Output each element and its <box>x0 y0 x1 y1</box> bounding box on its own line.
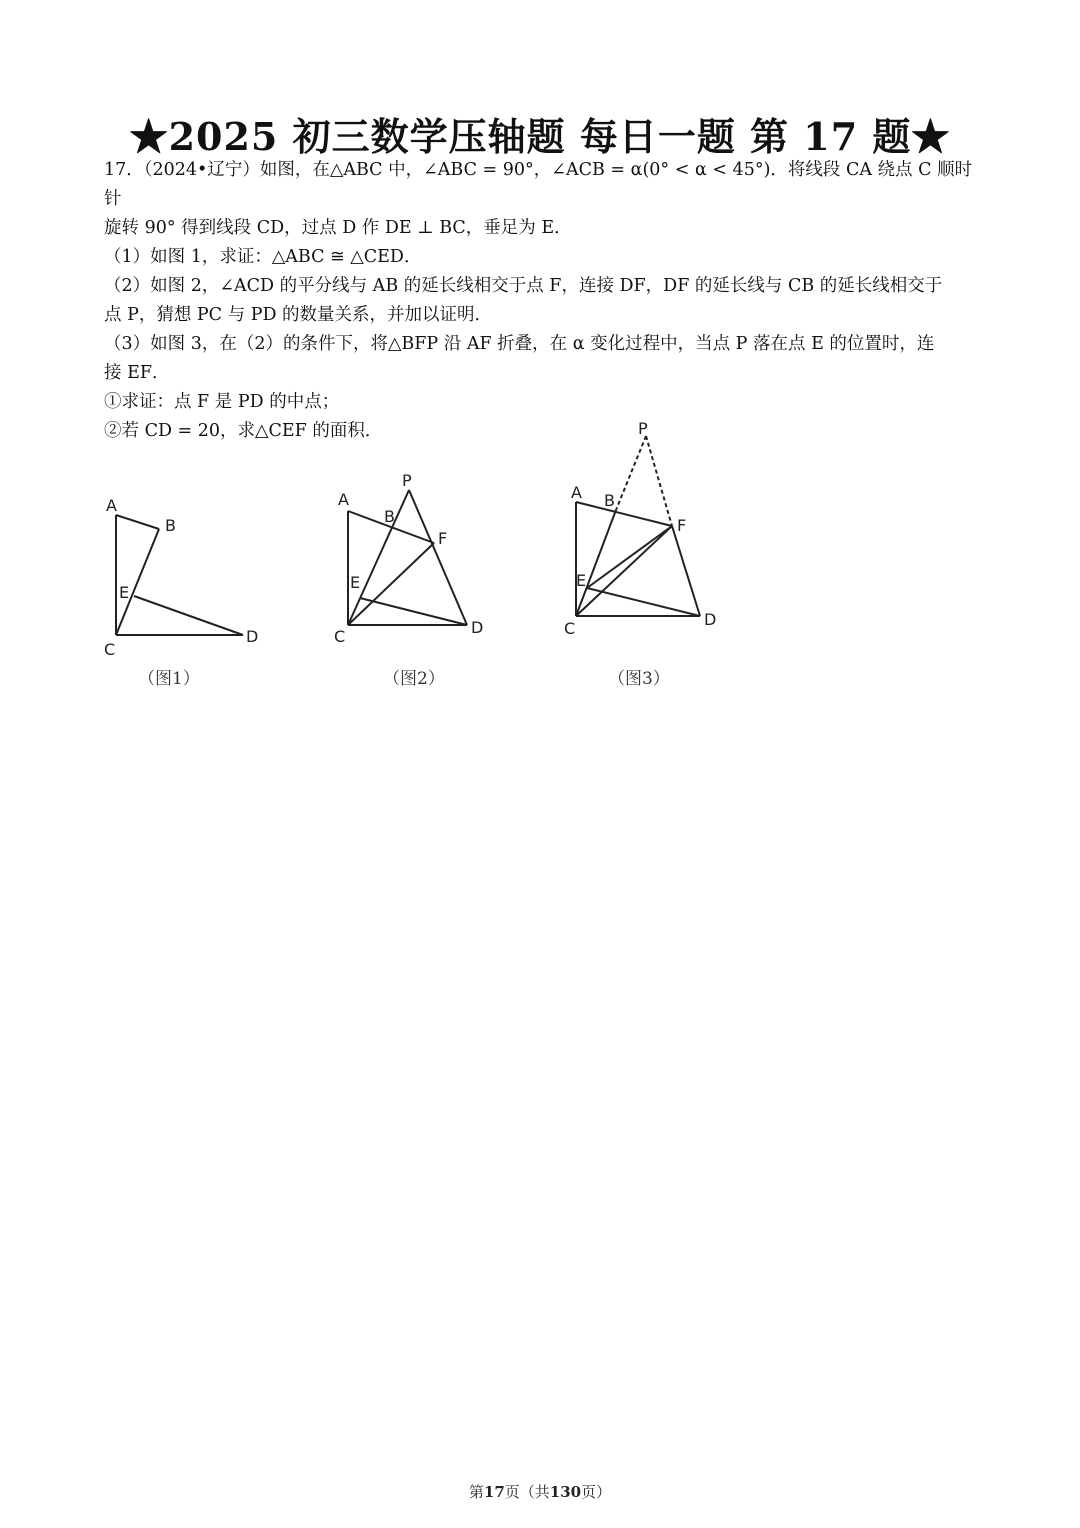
problem-stem-line-1: 17．（2024•辽宁）如图，在△ABC 中，∠ABC = 90°，∠ACB = α(0° < α < 45°)．将线段 CA 绕点 C 顺时针 <box>104 160 973 209</box>
fig1-segment-ab <box>116 515 159 529</box>
fig2-label-e: E <box>350 573 361 592</box>
problem-part-3-line-1: （3）如图 3，在（2）的条件下，将△BFP 沿 AF 折叠，在 α 变化过程中，当点 P 落在点 E 的位置时，连 <box>104 334 935 354</box>
fig3-caption: （图3） <box>608 669 670 689</box>
fig3-segment-ed <box>587 588 700 616</box>
figures-area <box>96 418 736 708</box>
footer-page-suffix: 页） <box>581 1483 612 1501</box>
fig1-label-e: E <box>119 583 130 602</box>
problem-part-3-line-2: 接 EF． <box>104 363 170 383</box>
fig3-label-b: B <box>604 491 615 510</box>
fig2-label-b: B <box>384 507 395 526</box>
problem-part-1: （1）如图 1，求证：△ABC ≅ △CED． <box>104 247 422 267</box>
figure-1 <box>116 515 243 635</box>
fig2-label-f: F <box>438 529 448 548</box>
fig2-segment-de <box>360 598 467 625</box>
fig2-label-p: P <box>402 471 412 490</box>
fig2-label-d: D <box>471 618 484 637</box>
fig3-label-e: E <box>576 571 587 590</box>
footer-page-mid: 页（共 <box>504 1483 550 1501</box>
fig3-segment-ef <box>587 526 672 588</box>
fig1-caption: （图1） <box>138 669 200 689</box>
fig2-caption: （图2） <box>383 669 445 689</box>
fig3-segment-bc <box>576 510 616 616</box>
fig1-label-b: B <box>165 516 176 535</box>
footer-page-prefix: 第 <box>468 1483 484 1501</box>
fig3-label-f: F <box>677 516 687 535</box>
fig1-label-d: D <box>246 627 259 646</box>
fig3-label-a: A <box>571 483 582 502</box>
fig3-dashed-pf <box>646 436 672 526</box>
fig3-label-d: D <box>704 610 717 629</box>
fig2-label-a: A <box>338 490 349 509</box>
fig1-label-c: C <box>104 640 116 659</box>
fig2-label-c: C <box>334 627 346 646</box>
page-footer <box>0 1481 1080 1502</box>
problem-sub-question-1: ①求证：点 F 是 PD 的中点； <box>104 392 340 412</box>
problem-stem-line-2: 旋转 90° 得到线段 CD，过点 D 作 DE ⊥ BC，垂足为 E． <box>104 218 572 238</box>
geometry-figures <box>96 418 736 708</box>
fig3-segment-cf <box>576 526 672 616</box>
problem-sub-question-2: ②若 CD = 20，求△CEF 的面积． <box>104 421 383 441</box>
fig3-label-c: C <box>564 619 576 638</box>
fig3-dashed-pb <box>616 436 646 510</box>
fig3-label-p: P <box>638 419 648 438</box>
fig1-segment-bc <box>116 529 159 635</box>
problem-part-2-line-2: 点 P，猜想 PC 与 PD 的数量关系，并加以证明． <box>104 305 493 325</box>
fig1-segment-de <box>134 596 243 635</box>
fig3-segment-fd <box>672 526 700 616</box>
fig2-segment-pc <box>348 490 409 625</box>
footer-total-pages: 130 <box>549 1483 582 1501</box>
figure-2 <box>348 490 467 625</box>
problem-text <box>104 156 984 446</box>
fig3-segment-af <box>576 502 672 526</box>
footer-page-number: 17 <box>483 1483 505 1501</box>
problem-part-2-line-1: （2）如图 2，∠ACD 的平分线与 AB 的延长线相交于点 F，连接 DF，DF 的延长线与 CB 的延长线相交于 <box>104 276 943 296</box>
fig1-label-a: A <box>106 496 117 515</box>
page-title: ★2025 初三数学压轴题 每日一题 第 17 题★ <box>129 114 951 159</box>
